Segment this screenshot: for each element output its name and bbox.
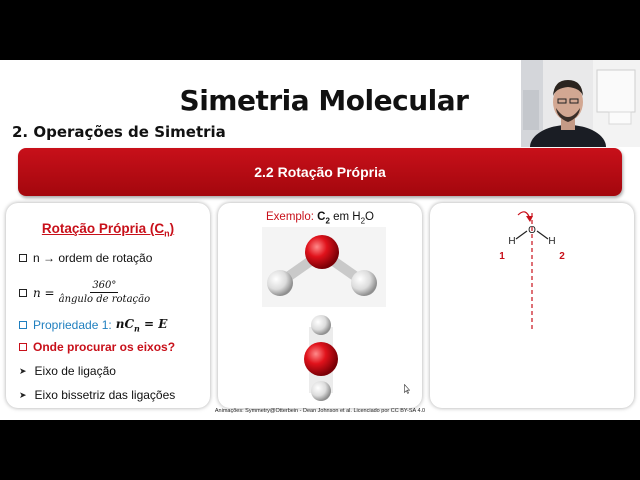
position-label-2: 2 <box>559 251 565 262</box>
atom-o: O <box>528 225 536 236</box>
hydrogen-atom <box>351 270 377 296</box>
oxygen-atom <box>305 235 339 269</box>
checkbox-icon <box>19 289 27 297</box>
diagram-card <box>430 203 634 408</box>
oxygen-atom <box>304 342 338 376</box>
list-item <box>19 340 175 354</box>
list-item <box>19 280 150 305</box>
arrowhead-bullet-icon: ➤ <box>19 389 27 400</box>
example-label <box>218 211 422 225</box>
list-item <box>19 317 167 333</box>
presenter-webcam <box>521 60 640 147</box>
em-text: em H <box>329 211 361 223</box>
example-card <box>218 203 422 408</box>
definition-card <box>6 203 210 408</box>
slide-title: Simetria Molecular <box>179 84 469 117</box>
checkbox-icon <box>19 321 27 329</box>
fraction-denominator: ângulo de rotação <box>58 294 151 305</box>
checkbox-icon <box>19 343 27 351</box>
formula-lhs: n = <box>33 285 55 300</box>
list-item <box>19 251 152 265</box>
section-banner <box>18 148 622 196</box>
list-item <box>19 364 116 378</box>
list-item <box>19 388 175 402</box>
item-text: Eixo de ligação <box>34 364 116 378</box>
formula-nc: nC <box>115 317 135 331</box>
arrowhead-bullet-icon: ➤ <box>19 365 27 376</box>
water-molecule-end-view <box>301 311 341 407</box>
banner-label: 2.2 Rotação Própria <box>254 164 386 180</box>
section-subtitle: 2. Operações de Simetria <box>12 123 226 141</box>
hydrogen-atom <box>311 315 331 335</box>
item-text: Onde procurar os eixos? <box>33 340 176 354</box>
formula-sub: n <box>134 323 140 334</box>
atom-h2: H <box>548 236 556 247</box>
card-title-close: ) <box>169 221 175 236</box>
c-main: C <box>317 211 326 223</box>
fraction <box>59 280 151 305</box>
card-title-sub: n <box>164 228 170 239</box>
item-text: n → ordem de rotação <box>33 251 153 265</box>
c-sub: 2 <box>325 216 330 226</box>
item-text: Eixo bissetriz das ligações <box>34 388 176 402</box>
fraction-numerator: 360° <box>92 280 117 291</box>
card-title-main: Rotação Própria (C <box>41 221 165 236</box>
water-molecule-side-view <box>262 227 386 307</box>
o-text: O <box>365 211 374 223</box>
position-label-1: 1 <box>499 251 505 262</box>
example-prefix: Exemplo: <box>266 211 314 223</box>
c2-symbol <box>317 211 330 226</box>
hydrogen-atom <box>311 381 331 401</box>
property-label: Propriedade 1: <box>33 318 112 333</box>
h-sub: 2 <box>360 216 366 226</box>
card-title <box>6 221 210 239</box>
hydrogen-atom <box>267 270 293 296</box>
rotation-axis-diagram <box>490 203 580 333</box>
mouse-cursor-icon <box>404 384 410 394</box>
formula-rhs: = E <box>139 317 168 331</box>
property-formula <box>116 317 168 333</box>
checkbox-icon <box>19 254 27 262</box>
card-title-text <box>41 221 175 239</box>
atom-h1: H <box>508 236 516 247</box>
image-credit: Animações: Symmetry@Otterbein - Dean Johnson et al. Licenciado por CC BY-SA 4.0 <box>214 408 426 414</box>
